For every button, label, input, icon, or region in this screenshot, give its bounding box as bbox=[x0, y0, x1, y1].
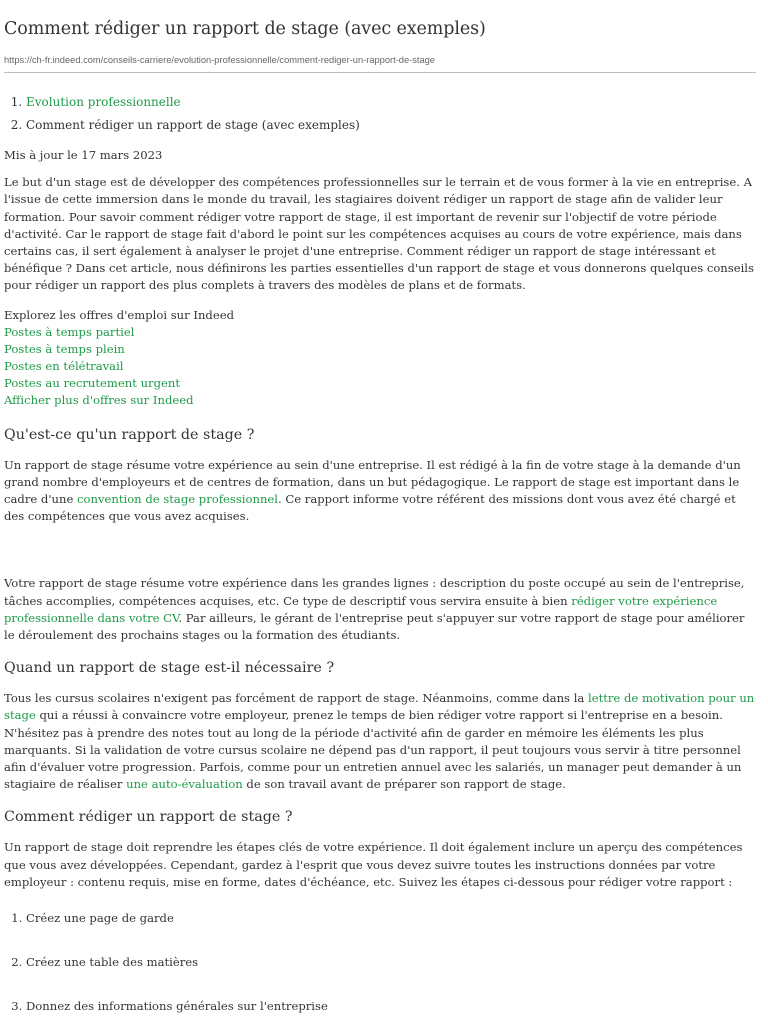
job-link-remote[interactable]: Postes en télétravail bbox=[4, 358, 124, 373]
link-lettre-motivation[interactable]: lettre de motivation pour un stage bbox=[4, 691, 755, 723]
heading-how-to-write: Comment rédiger un rapport de stage ? bbox=[4, 809, 293, 826]
text-span: . Par ailleurs, le gérant de l'entreprise peut s'appuyer sur votre rapport de stage pour améliorer le déroulement des prochains stages ou la formation des étudiants. bbox=[4, 610, 745, 643]
paragraph-when bbox=[4, 690, 756, 793]
breadcrumb bbox=[4, 91, 756, 137]
breadcrumb-current-label: Comment rédiger un rapport de stage (avec exemples) bbox=[26, 118, 360, 132]
job-link-part-time[interactable]: Postes à temps partiel bbox=[4, 324, 135, 339]
heading-when-necessary: Quand un rapport de stage est-il nécessaire ? bbox=[4, 660, 335, 677]
text-span: Votre rapport de stage résume votre expérience dans les grandes lignes : description du poste occupé au sein de l'entreprise, tâches accomplies, compétences acquises, etc. Ce type de descriptif vous servira ensuite à bien bbox=[4, 576, 745, 608]
list-item bbox=[26, 910, 756, 927]
list-item bbox=[26, 954, 756, 971]
page-title: Comment rédiger un rapport de stage (avec exemples) bbox=[4, 19, 486, 39]
step-label: Donnez des informations générales sur l'entreprise bbox=[26, 999, 328, 1014]
job-offers-box bbox=[4, 307, 756, 409]
text-span: de son travail avant de préparer son rapport de stage. bbox=[242, 777, 566, 792]
paragraph-what-2 bbox=[4, 575, 756, 644]
updated-date: Mis à jour le 17 mars 2023 bbox=[4, 148, 163, 162]
paragraph-how: Un rapport de stage doit reprendre les étapes clés de votre expérience. Il doit également inclure un aperçu des compétences que vous avez développées. Cependant, gardez à l'esprit que vous devez suivre toutes les instructions données par votre employeur : contenu requis, mise en forme, dates d'échéance, etc. Suivez les étapes ci-dessous pour rédiger votre rapport : bbox=[4, 840, 743, 889]
step-label: Créez une table des matières bbox=[26, 955, 199, 970]
breadcrumb-item-category[interactable] bbox=[26, 91, 756, 114]
text-span: qui a réussi à convaincre votre employeur, prenez le temps de bien rédiger votre rapport si l'entreprise en a besoin. N'hésitez pas à prendre des notes tout au long de la période d'activité afin de garder en mémoire les éléments les plus marquants. Si la validation de votre cursus scolaire ne dépend pas d'un rapport, il peut toujours vous servir à titre personnel afin d'évaluer votre progression. Parfois, comme pour un entretien annuel avec les salariés, un manager peut demander à un stagiaire de réaliser bbox=[4, 708, 742, 792]
text-span: Un rapport de stage résume votre expérience au sein d'une entreprise. Il est rédigé à la fin de votre stage à la demande d'un grand nombre d'employeurs et de centres de formation, dans un but pédagogique. Le rapport de stage est important dans le cadre d'une bbox=[4, 457, 741, 507]
link-experience-cv[interactable]: rédiger votre expérience professionnelle dans votre CV bbox=[4, 593, 718, 625]
link-convention-stage[interactable]: convention de stage professionnel bbox=[77, 492, 278, 507]
page-url[interactable]: https://ch-fr.indeed.com/conseils-carriere/evolution-professionnelle/comment-rediger-un-rapport-de-stage bbox=[4, 55, 435, 65]
steps-list bbox=[4, 910, 756, 1015]
header-divider bbox=[4, 72, 756, 73]
job-link-full-time[interactable]: Postes à temps plein bbox=[4, 341, 125, 356]
breadcrumb-link-evolution[interactable]: Evolution professionnelle bbox=[26, 95, 181, 109]
heading-what-is-report: Qu'est-ce qu'un rapport de stage ? bbox=[4, 426, 255, 443]
job-link-more-offers[interactable]: Afficher plus d'offres sur Indeed bbox=[4, 392, 194, 407]
step-label: Créez une page de garde bbox=[26, 911, 174, 926]
link-auto-evaluation[interactable]: une auto-évaluation bbox=[126, 777, 243, 792]
intro-paragraph: Le but d'un stage est de développer des compétences professionnelles sur le terrain et de vous former à la vie en entreprise. A l'issue de cette immersion dans le monde du travail, les stagiaires doivent rédiger un rapport de stage afin de valider leur formation. Pour savoir comment rédiger votre rapport de stage, il est important de revenir sur l'objectif de votre période d'activité. Car le rapport de stage fait d'abord le point sur les compétences acquises au cours de votre expérience, mais dans certains cas, il sert également à analyser le projet d'une entreprise. Comment rédiger un rapport de stage intéressant et bénéfique ? Dans cet article, nous définirons les parties essentielles d'un rapport de stage et vous donnerons quelques conseils pour rédiger un rapport des plus complets à travers des modèles de plans et de formats. bbox=[4, 175, 754, 293]
text-span: . Ce rapport informe votre référent des missions dont vous avez été chargé et des compétences que vous avez acquises. bbox=[4, 492, 736, 524]
text-span: Tous les cursus scolaires n'exigent pas forcément de rapport de stage. Néanmoins, comme dans la bbox=[4, 691, 588, 706]
job-offers-heading: Explorez les offres d'emploi sur Indeed bbox=[4, 307, 234, 322]
paragraph-what-1 bbox=[4, 457, 756, 526]
job-link-urgent[interactable]: Postes au recrutement urgent bbox=[4, 375, 180, 390]
breadcrumb-item-current bbox=[26, 114, 756, 137]
list-item bbox=[26, 998, 756, 1015]
